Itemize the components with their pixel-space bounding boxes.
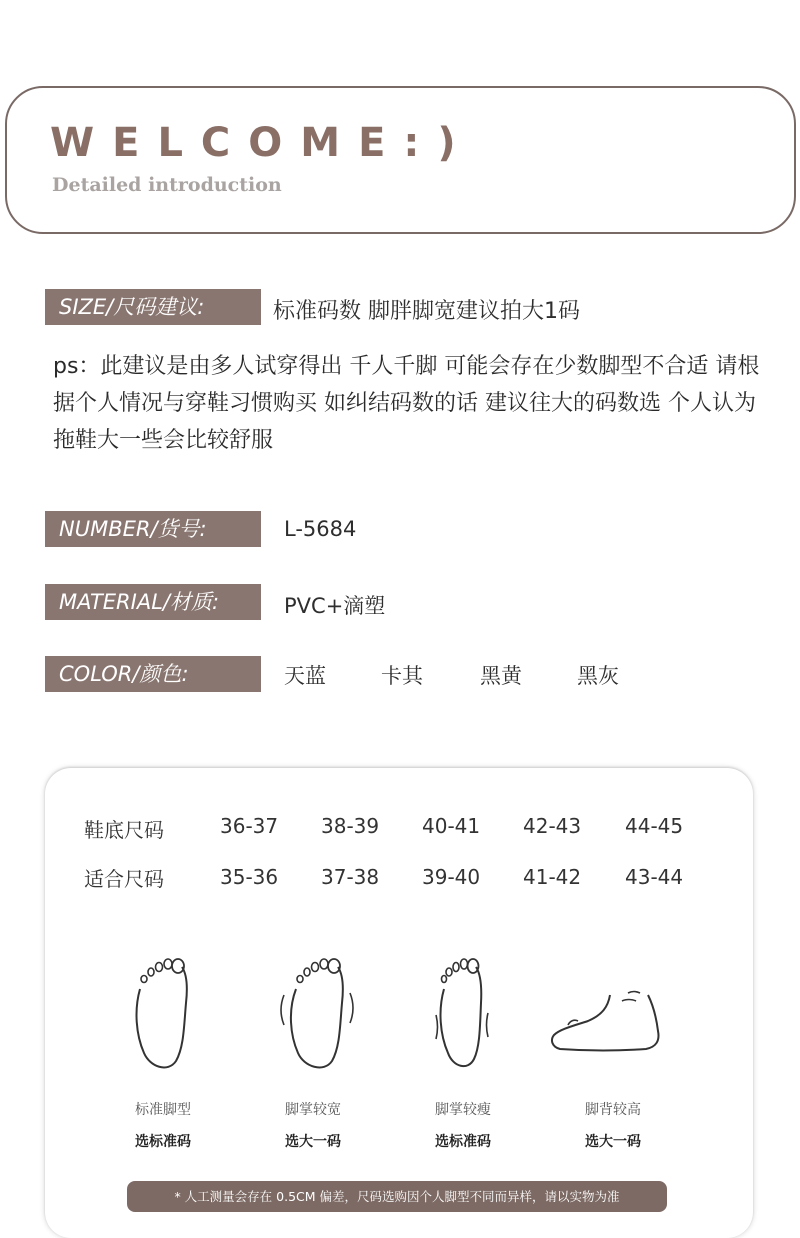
color-option: 卡其: [381, 664, 423, 688]
welcome-title: WELCOME:): [50, 120, 474, 166]
foot-advice: 选标准码: [135, 1134, 191, 1150]
sole-size-cell: 38-39: [321, 814, 380, 838]
size-note: ps：此建议是由多人试穿得出 千人千脚 可能会存在少数脚型不合适 请根据个人情况与穿鞋习惯购买 如纠结码数的话 建议往大的码数选 个人认为拖鞋大一些会比较舒服: [53, 354, 760, 453]
foot-caption: 脚背较高: [585, 1102, 641, 1118]
fit-size-cell: 37-38: [321, 865, 380, 889]
fit-size-label: 适合尺码: [84, 867, 164, 891]
sole-size-cell: 42-43: [523, 814, 582, 838]
color-option: 黑灰: [577, 664, 619, 688]
sole-size-cell: 36-37: [220, 814, 279, 838]
high-instep-foot-icon: [548, 985, 663, 1055]
foot-advice: 选大一码: [585, 1134, 641, 1150]
sole-size-cell: 44-45: [625, 814, 684, 838]
color-option: 天蓝: [284, 664, 326, 688]
fit-size-cell: 43-44: [625, 865, 684, 889]
welcome-subtitle: Detailed introduction: [52, 174, 282, 196]
sole-size-label: 鞋底尺码: [84, 818, 164, 842]
standard-foot-icon: [128, 955, 198, 1080]
color-option: 黑黄: [480, 664, 522, 688]
fit-size-cell: 41-42: [523, 865, 582, 889]
material-label: MATERIAL/材质:: [45, 584, 261, 620]
sole-size-cell: 40-41: [422, 814, 481, 838]
number-label: NUMBER/货号:: [45, 511, 261, 547]
foot-caption: 脚掌较瘦: [435, 1102, 491, 1118]
slim-foot-icon: [428, 955, 498, 1080]
size-label: SIZE/尺码建议:: [45, 289, 261, 325]
wide-foot-icon: [278, 955, 358, 1080]
color-label: COLOR/颜色:: [45, 656, 261, 692]
foot-advice: 选大一码: [285, 1134, 341, 1150]
fit-size-cell: 39-40: [422, 865, 481, 889]
size-value: 标准码数 脚胖脚宽建议拍大1码: [273, 299, 580, 324]
measurement-footnote: * 人工测量会存在 0.5CM 偏差，尺码选购因个人脚型不同而异样，请以实物为准: [127, 1181, 667, 1212]
material-value: PVC+滴塑: [284, 594, 386, 618]
foot-caption: 标准脚型: [135, 1102, 191, 1118]
foot-advice: 选标准码: [435, 1134, 491, 1150]
fit-size-cell: 35-36: [220, 865, 279, 889]
number-value: L-5684: [284, 517, 357, 541]
foot-caption: 脚掌较宽: [285, 1102, 341, 1118]
